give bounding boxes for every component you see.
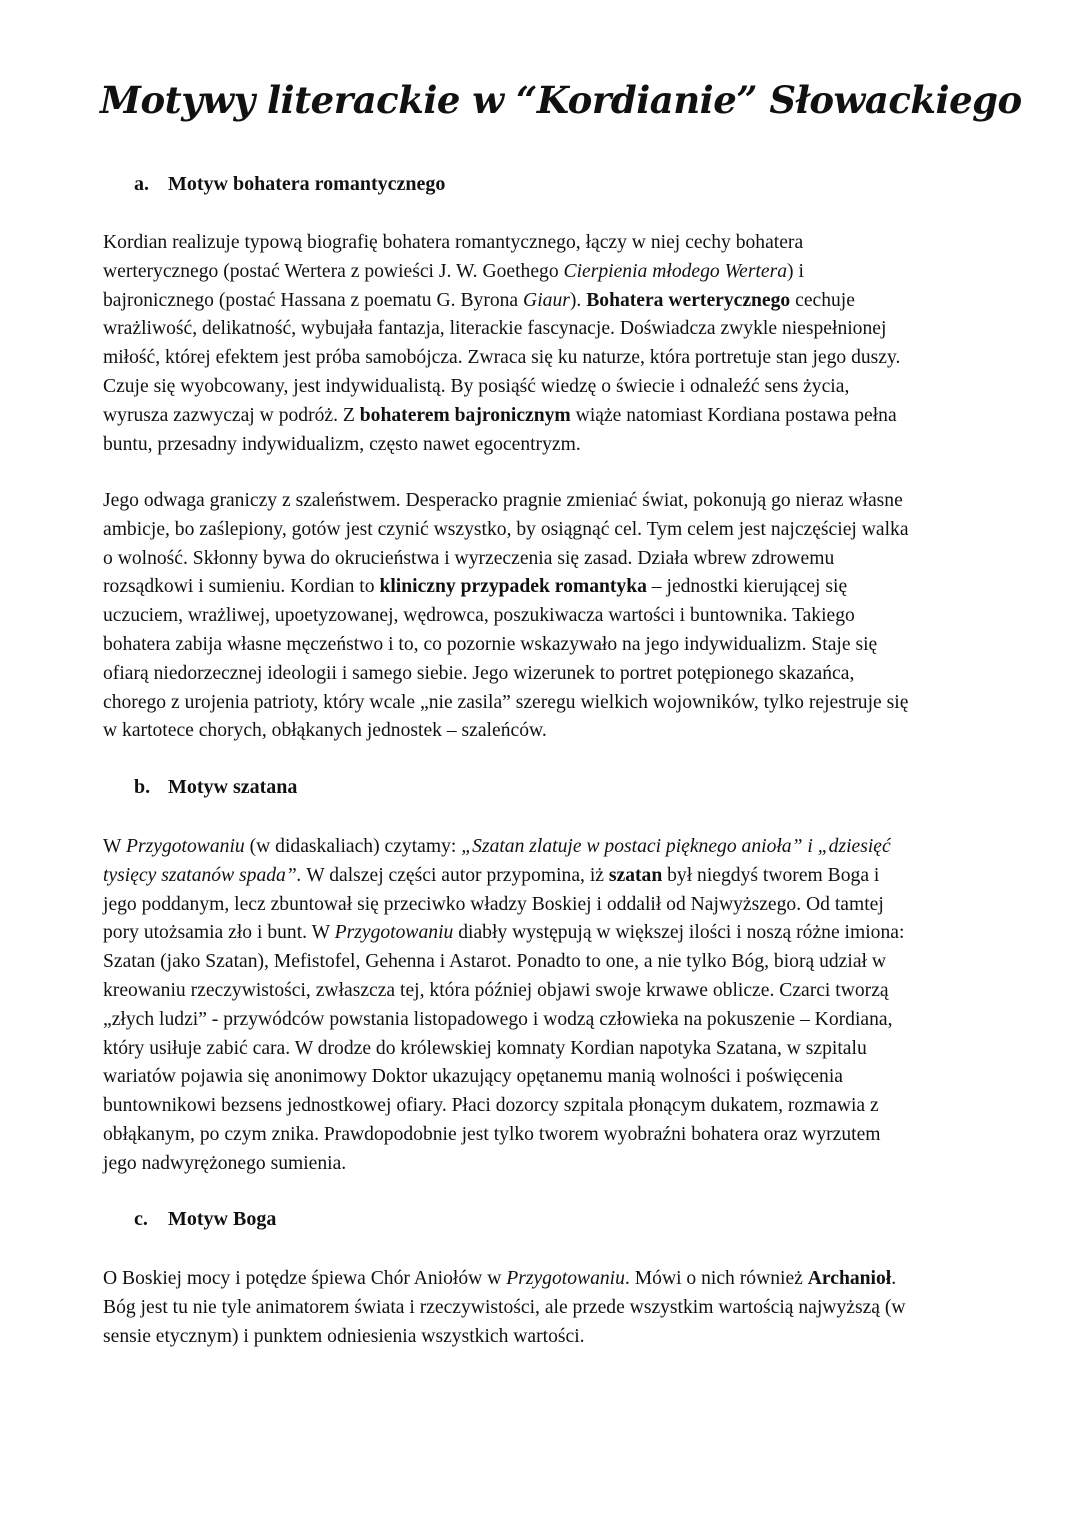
text-line [103, 919, 1003, 948]
section-letter: a. [134, 173, 149, 195]
italic-text: Giaur [523, 289, 570, 311]
text-run: w kartotece chorych, obłąkanych jednostek – szaleńców. [103, 720, 547, 742]
italic-text: Cierpienia młodego Wertera [563, 260, 788, 282]
text-line [103, 344, 1003, 373]
text-line [103, 1150, 1003, 1179]
text-run: . [891, 1268, 897, 1289]
text-line [103, 373, 1003, 402]
text-run: który usiłuje zabić cara. W drodze do królewskiej komnaty Kordian napotyka Szatana, w szpitalu [103, 1037, 867, 1059]
section-title: Motyw Boga [168, 1208, 277, 1230]
text-line [103, 402, 1003, 431]
text-run: bohatera zabija własne męczeństwo i to, co pozornie wskazywało na jego indywidualizm. Staje się [103, 633, 878, 655]
text-run: bajronicznego (postać Hassana z poematu G. Byrona [103, 289, 524, 311]
paragraph [103, 487, 1003, 746]
text-run: pory utożsamia zło i bunt. W [103, 922, 335, 944]
italic-text: Przygotowaniu [334, 922, 454, 944]
text-run: ). [569, 289, 587, 311]
text-line [103, 689, 1003, 718]
text-run: diabły występują w większej ilości i noszą różne imiona: [453, 922, 905, 944]
bold-text: kliniczny przypadek romantyka [379, 576, 647, 598]
text-run: ) i [787, 260, 804, 282]
text-line [103, 1035, 1003, 1064]
text-line [103, 431, 1003, 460]
section-title: Motyw bohatera romantycznego [168, 173, 446, 195]
text-run: wrażliwość, delikatność, wybujała fantazja, literackie fascynacje. Doświadcza zwykle niespełnionej [103, 318, 887, 340]
text-run: (w didaskaliach) czytamy: [244, 836, 462, 857]
text-line [103, 862, 1003, 891]
text-run: „złych ludzi” - przywódców powstania listopadowego i wodzą człowieka na pokuszenie – Kordiana, [103, 1008, 893, 1030]
text-run: sensie etycznym) i punktem odniesienia wszystkich wartości. [103, 1325, 585, 1347]
text-line [103, 287, 1003, 316]
bold-text: bohaterem bajronicznym [359, 404, 571, 426]
text-line [103, 315, 1003, 344]
paragraph [103, 1265, 1003, 1351]
text-run: kreowaniu rzeczywistości, zwłaszcza tej, która później objawi swoje krwawe oblicze. Czarci tworzą [103, 979, 889, 1001]
text-line [103, 545, 1003, 574]
text-run: chorego z urojenia patrioty, który wcale „nie zasila” szeregu wielkich wojowników, tylko rejestruje się [103, 691, 909, 713]
text-run: uczuciem, wrażliwej, upoetyzowanej, wędrowca, poszukiwacza wartości i buntownika. Takiego [103, 605, 855, 627]
section-heading-c [134, 1208, 276, 1231]
bold-text: Archanioł [807, 1268, 892, 1289]
italic-text: Przygotowaniu [126, 836, 245, 857]
text-line [103, 948, 1003, 977]
text-run: obłąkanym, po czym znika. Prawdopodobnie jest tylko tworem wyobraźni bohatera oraz wyrzutem [103, 1123, 881, 1145]
text-line [103, 977, 1003, 1006]
text-run: wariatów pojawia się anonimowy Doktor ukazujący opętanemu manią wolności i poświęcenia [103, 1066, 843, 1088]
text-run: o wolność. Skłonny bywa do okrucieństwa i wyrzeczenia się zasad. Działa wbrew zdrowemu [103, 547, 835, 569]
section-letter: b. [134, 776, 151, 798]
italic-text: tysięcy szatanów spada”. [103, 864, 302, 886]
text-run: Kordian realizuje typową biografię bohatera romantycznego, łączy w niej cechy bohatera [103, 232, 804, 253]
text-run: miłość, której efektem jest próba samobójcza. Zwraca się ku naturze, która portretuje stan jego duszy. [103, 347, 901, 369]
bold-text: szatan [608, 864, 663, 886]
text-run: Szatan (jako Szatan), Mefistofel, Gehenna i Astarot. Ponadto to one, a nie tylko Bóg, biorą udział w [103, 951, 887, 973]
paragraph [103, 229, 1003, 459]
text-run: ofiarą niedorzecznej ideologii i samego siebie. Jego wizerunek to portret potępionego skazańca, [103, 662, 855, 684]
text-line [103, 1063, 1003, 1092]
text-line [103, 516, 1003, 545]
text-run: ambicje, bo zaślepiony, gotów jest czynić wszystko, by osiągnąć cel. Tym celem jest najczęściej walka [103, 518, 909, 540]
text-line [103, 229, 1003, 258]
section-letter: c. [134, 1208, 148, 1230]
italic-text: „Szatan zlatuje w postaci pięknego anioła” i „dziesięć [461, 836, 891, 857]
text-run: – jednostki kierującej się [646, 576, 848, 598]
text-line [103, 258, 1003, 287]
paragraph [103, 833, 1003, 1179]
text-run: jego nadwyrężonego sumienia. [103, 1152, 347, 1174]
text-run: Bóg jest tu nie tyle animatorem świata i rzeczywistości, ale przede wszystkim wartością najwyższą (w [103, 1296, 906, 1318]
text-run: werterycznego (postać Wertera z powieści J. W. Goethego [103, 260, 564, 282]
text-line [103, 717, 1003, 746]
text-line [103, 891, 1003, 920]
text-run: wyrusza zazwyczaj w podróż. Z [103, 404, 360, 426]
text-line [103, 1121, 1003, 1150]
text-run: W dalszej części autor przypomina, iż [301, 864, 609, 886]
text-line [103, 833, 1003, 862]
italic-text: Przygotowaniu [506, 1268, 625, 1289]
text-run: Czuje się wyobcowany, jest indywidualistą. By posiąść wiedzę o świecie i odnaleźć sens życia, [103, 375, 850, 397]
text-run: wiąże natomiast Kordiana postawa pełna [570, 404, 897, 426]
bold-text: Bohatera werterycznego [586, 289, 791, 311]
text-run: W [103, 836, 127, 857]
section-title: Motyw szatana [168, 776, 298, 798]
text-line [103, 602, 1003, 631]
section-heading-a [134, 173, 445, 196]
text-run: O Boskiej mocy i potędze śpiewa Chór Aniołów w [103, 1268, 507, 1289]
text-line [103, 487, 1003, 516]
text-run: . Mówi o nich również [624, 1268, 808, 1289]
text-run: cechuje [790, 289, 855, 311]
text-run: jego poddanym, lecz zbuntował się przeciwko władzy Boskiej i oddalił od Najwyższego. Od tamtej [103, 893, 884, 915]
text-run: buntu, przesadny indywidualizm, często nawet egocentryzm. [103, 433, 581, 455]
text-run: rozsądkowi i sumieniu. Kordian to [103, 576, 380, 598]
section-heading-b [134, 776, 297, 799]
text-line [103, 1006, 1003, 1035]
text-run: buntownikowi bezsens jednostkowej ofiary. Płaci dozorcy szpitala płonącym dukatem, rozmawia z [103, 1095, 879, 1117]
text-line [103, 1323, 1003, 1352]
text-run: był niegdyś tworem Boga i [662, 864, 880, 886]
text-line [103, 660, 1003, 689]
text-run: Jego odwaga graniczy z szaleństwem. Desperacko pragnie zmieniać świat, pokonują go nieraz własne [103, 490, 903, 511]
text-line [103, 1265, 1003, 1294]
text-line [103, 631, 1003, 660]
document-title: Motywy literackie w “Kordianie” Słowackiego [100, 78, 1022, 122]
text-line [103, 1092, 1003, 1121]
text-line [103, 573, 1003, 602]
text-line [103, 1294, 1003, 1323]
